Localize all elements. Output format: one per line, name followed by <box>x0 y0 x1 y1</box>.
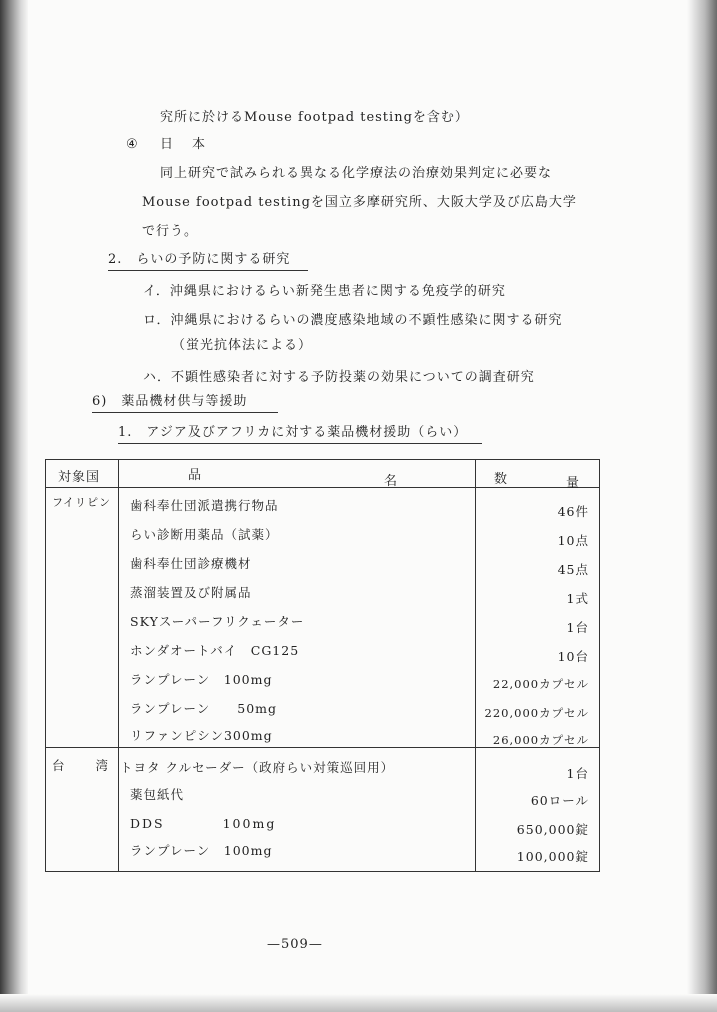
item-cell: 歯科奉仕団派遣携行物品 <box>130 498 279 513</box>
header-qty-left: 数 <box>494 472 509 487</box>
qty-cell: 650,000錠 <box>516 822 589 837</box>
list-item-continuation: （蛍光抗体法による） <box>172 338 313 353</box>
body-line: で行う。 <box>142 224 199 239</box>
qty-cell: 45点 <box>557 562 589 577</box>
body-line: 同上研究で試みられる異なる化学療法の治療効果判定に必要な <box>160 166 553 181</box>
body-line: Mouse footpad testingを国立多摩研究所、大阪大学及び広島大学 <box>142 195 577 210</box>
item-cell: らい診断用薬品（試薬） <box>130 527 279 542</box>
page-edge-shadow-right <box>687 0 717 1012</box>
list-item: ロ．沖縄県におけるらいの濃度感染地域の不顕性感染に関する研究 <box>143 313 563 328</box>
item-cell: ランプレーン 50mg <box>130 701 278 716</box>
qty-cell: 100,000錠 <box>516 849 589 864</box>
page-edge-shadow-bottom <box>0 994 717 1012</box>
page-edge-shadow-left <box>0 0 28 1012</box>
qty-cell: 1式 <box>566 591 589 606</box>
item-cell: DDS 100mg <box>130 816 277 831</box>
item-cell: 薬包紙代 <box>130 787 185 802</box>
item-number: ④ <box>126 137 139 152</box>
aid-table <box>45 459 600 872</box>
item-cell: ホンダオートバイ CG125 <box>130 643 300 658</box>
qty-cell: 60ロール <box>530 793 589 808</box>
item-cell: ランプレーン 100mg <box>130 843 273 858</box>
list-item: ハ．不顕性感染者に対する予防投薬の効果についての調査研究 <box>143 370 535 385</box>
country-cell: フイリピン <box>52 496 112 509</box>
column-divider <box>118 460 119 871</box>
qty-cell: 22,000カプセル <box>492 677 589 691</box>
country-cell: 台 湾 <box>52 758 111 773</box>
item-cell: トヨタ クルセーダー（政府らい対策巡回用） <box>120 760 395 775</box>
qty-cell: 26,000カプセル <box>492 733 589 747</box>
item-cell: ランプレーン 100mg <box>130 672 273 687</box>
qty-cell: 10点 <box>557 533 589 548</box>
qty-cell: 220,000カプセル <box>484 706 589 720</box>
qty-cell: 46件 <box>557 504 589 519</box>
item-cell: SKYスーパーフリクェーター <box>130 614 305 629</box>
page-number: —509— <box>267 937 323 952</box>
header-qty-right: 量 <box>566 476 581 491</box>
qty-cell: 1台 <box>566 766 589 781</box>
section-heading-prevention: 2. らいの予防に関する研究 <box>108 252 308 271</box>
header-item-right: 名 <box>384 474 399 489</box>
item-cell: リファンピシン300mg <box>130 728 273 743</box>
qty-cell: 1台 <box>566 620 589 635</box>
section-heading-asia-africa: 1. アジア及びアフリカに対する薬品機材援助（らい） <box>118 425 482 444</box>
header-divider <box>46 487 599 488</box>
column-divider <box>475 460 476 871</box>
list-item: イ．沖縄県におけるらい新発生患者に関する免疫学的研究 <box>143 284 506 299</box>
section-heading-drug-aid: 6) 薬品機材供与等援助 <box>92 394 278 413</box>
header-item-left: 品 <box>188 468 203 483</box>
body-line: 究所に於けるMouse footpad testingを含む） <box>160 110 469 125</box>
qty-cell: 10台 <box>557 649 589 664</box>
item-cell: 蒸溜装置及び附属品 <box>130 585 252 600</box>
section-heading-japan: 日 本 <box>160 137 209 152</box>
item-cell: 歯科奉仕団診療機材 <box>130 556 252 571</box>
header-country: 対象国 <box>58 470 101 485</box>
